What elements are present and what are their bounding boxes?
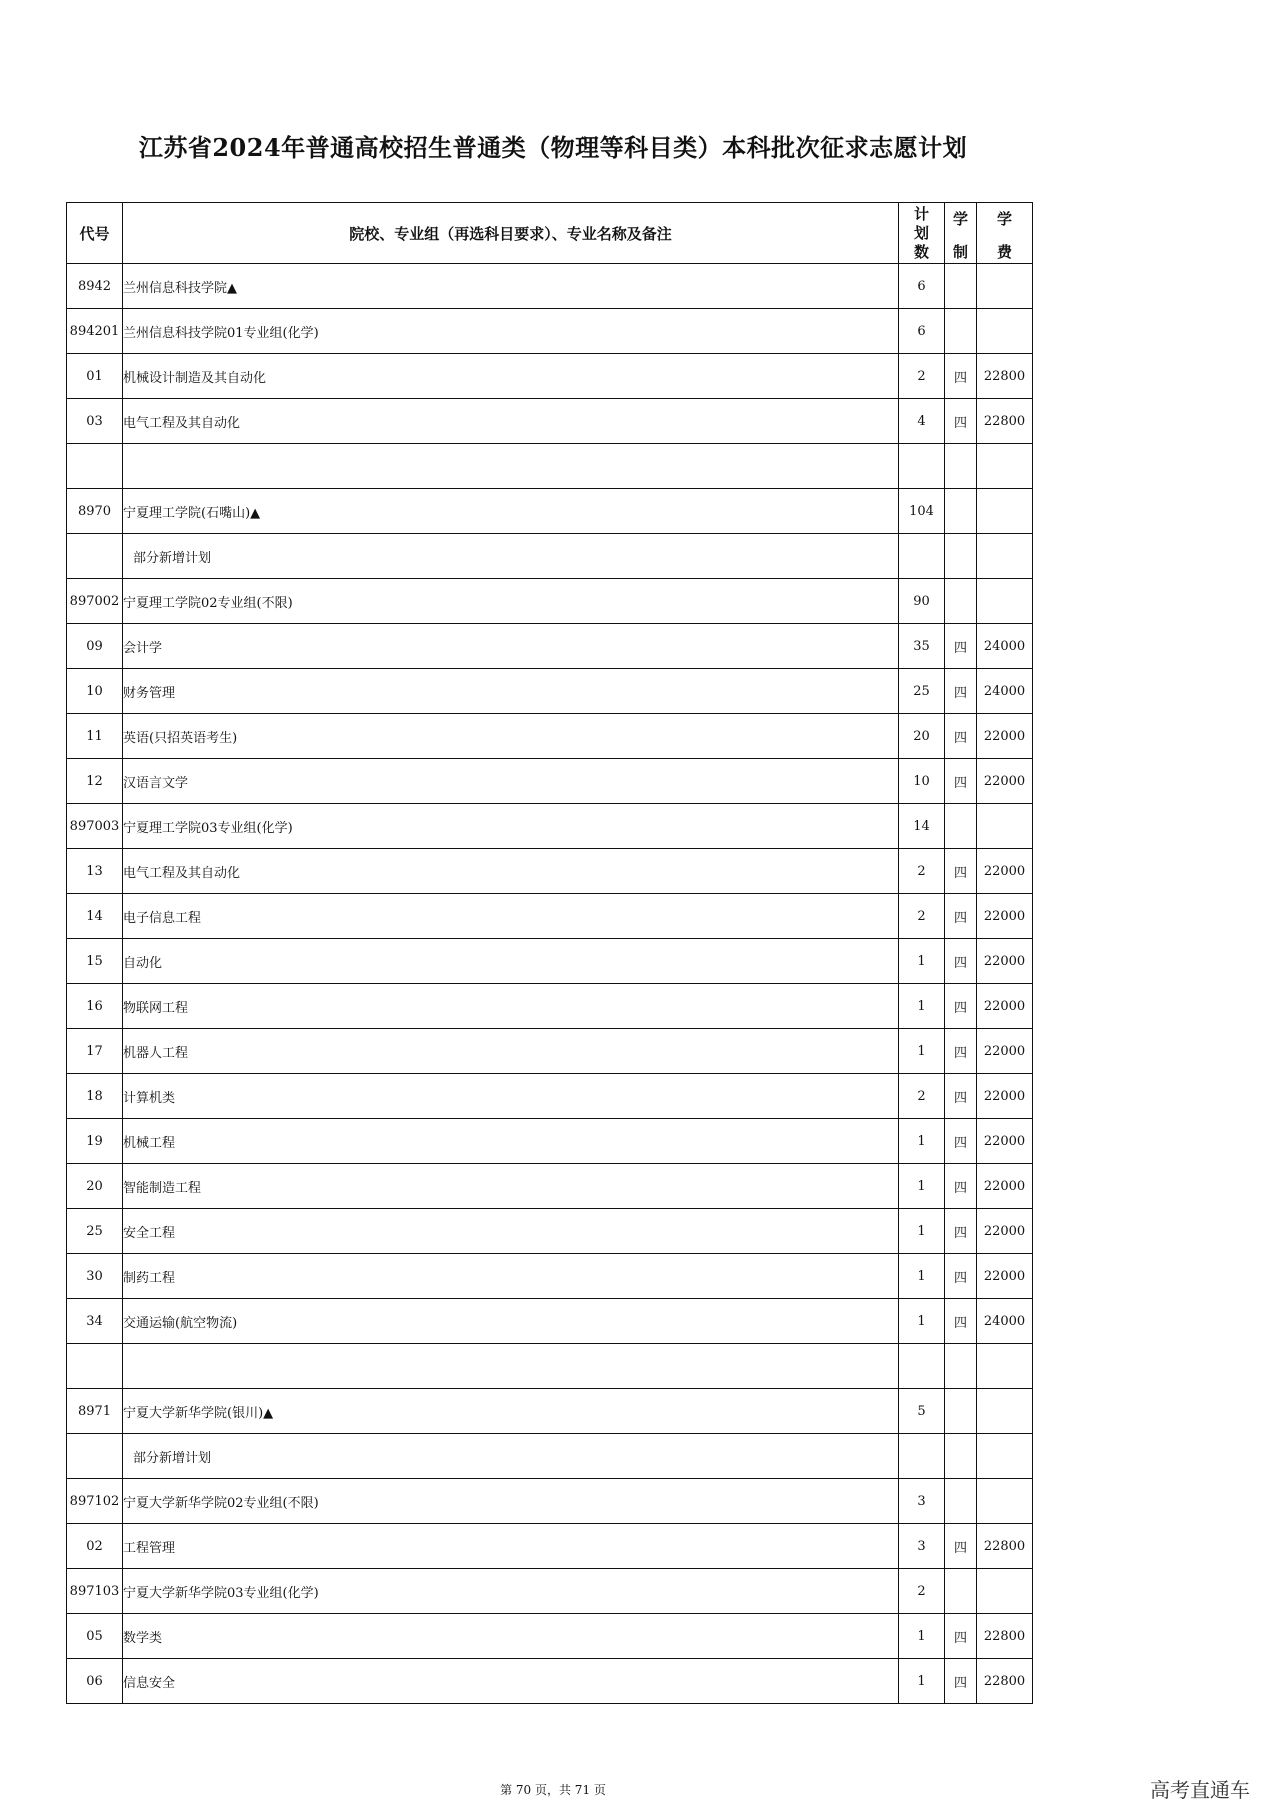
cell-name: 交通运输(航空物流) (123, 1299, 899, 1344)
table-row (67, 1524, 1033, 1569)
table-row (67, 399, 1033, 444)
cell-plan-count: 2 (899, 354, 945, 399)
cell-tuition: 22800 (977, 354, 1033, 399)
table-row (67, 1569, 1033, 1614)
cell-code: 25 (67, 1209, 123, 1254)
cell-tuition: 22000 (977, 1209, 1033, 1254)
cell-name: 宁夏大学新华学院03专业组(化学) (123, 1569, 899, 1614)
cell-study-length: 四 (945, 1254, 977, 1299)
cell-name: 会计学 (123, 624, 899, 669)
cell-study-length (945, 1434, 977, 1479)
table-row (67, 624, 1033, 669)
cell-code: 17 (67, 1029, 123, 1074)
table-row (67, 984, 1033, 1029)
table-row (67, 669, 1033, 714)
table-body (67, 264, 1033, 1704)
cell-tuition: 22000 (977, 939, 1033, 984)
cell-tuition: 22000 (977, 894, 1033, 939)
table-row (67, 579, 1033, 624)
cell-study-length (945, 1344, 977, 1389)
cell-name: 信息安全 (123, 1659, 899, 1704)
cell-code: 13 (67, 849, 123, 894)
table-row (67, 1164, 1033, 1209)
cell-code: 15 (67, 939, 123, 984)
cell-code: 30 (67, 1254, 123, 1299)
table-row (67, 1074, 1033, 1119)
table-row (67, 1029, 1033, 1074)
cell-code: 09 (67, 624, 123, 669)
cell-code: 12 (67, 759, 123, 804)
cell-code: 14 (67, 894, 123, 939)
cell-tuition: 22000 (977, 1029, 1033, 1074)
cell-plan-count (899, 534, 945, 579)
cell-study-length (945, 489, 977, 534)
cell-plan-count: 1 (899, 1659, 945, 1704)
cell-name: 英语(只招英语考生) (123, 714, 899, 759)
cell-tuition (977, 579, 1033, 624)
cell-tuition (977, 1389, 1033, 1434)
cell-name: 财务管理 (123, 669, 899, 714)
enrollment-plan-table (66, 202, 1033, 1704)
cell-plan-count: 2 (899, 1074, 945, 1119)
cell-name: 部分新增计划 (123, 1434, 899, 1479)
cell-code (67, 534, 123, 579)
cell-study-length (945, 264, 977, 309)
cell-study-length: 四 (945, 894, 977, 939)
cell-study-length: 四 (945, 1659, 977, 1704)
cell-tuition: 22800 (977, 399, 1033, 444)
cell-name: 机器人工程 (123, 1029, 899, 1074)
cell-tuition: 24000 (977, 624, 1033, 669)
cell-name: 宁夏理工学院(石嘴山)▲ (123, 489, 899, 534)
cell-study-length: 四 (945, 1299, 977, 1344)
cell-study-length: 四 (945, 714, 977, 759)
cell-name: 自动化 (123, 939, 899, 984)
cell-name: 机械工程 (123, 1119, 899, 1164)
cell-tuition (977, 1569, 1033, 1614)
cell-plan-count: 25 (899, 669, 945, 714)
table-row (67, 714, 1033, 759)
cell-name (123, 444, 899, 489)
table-row (67, 1434, 1033, 1479)
cell-tuition: 24000 (977, 1299, 1033, 1344)
cell-tuition: 22000 (977, 759, 1033, 804)
cell-plan-count (899, 1344, 945, 1389)
cell-tuition: 22000 (977, 1254, 1033, 1299)
cell-study-length: 四 (945, 1074, 977, 1119)
table-row (67, 849, 1033, 894)
table-row (67, 444, 1033, 489)
table-row (67, 264, 1033, 309)
cell-code: 01 (67, 354, 123, 399)
cell-study-length: 四 (945, 624, 977, 669)
cell-tuition: 22800 (977, 1524, 1033, 1569)
cell-plan-count: 1 (899, 1299, 945, 1344)
cell-name: 兰州信息科技学院01专业组(化学) (123, 309, 899, 354)
table-row (67, 489, 1033, 534)
cell-tuition (977, 489, 1033, 534)
table-row (67, 1119, 1033, 1164)
cell-code: 06 (67, 1659, 123, 1704)
cell-plan-count (899, 1434, 945, 1479)
cell-tuition: 22000 (977, 849, 1033, 894)
cell-tuition (977, 534, 1033, 579)
page-footer: 第 70 页，共 71 页 (500, 1783, 606, 1797)
table-row (67, 759, 1033, 804)
cell-study-length: 四 (945, 1119, 977, 1164)
cell-code: 20 (67, 1164, 123, 1209)
cell-plan-count: 1 (899, 1029, 945, 1074)
cell-plan-count: 1 (899, 984, 945, 1029)
cell-study-length: 四 (945, 849, 977, 894)
cell-code (67, 1344, 123, 1389)
cell-name: 汉语言文学 (123, 759, 899, 804)
cell-code: 34 (67, 1299, 123, 1344)
cell-name: 制药工程 (123, 1254, 899, 1299)
cell-name: 部分新增计划 (123, 534, 899, 579)
table-row (67, 1389, 1033, 1434)
cell-tuition: 22000 (977, 714, 1033, 759)
cell-name: 机械设计制造及其自动化 (123, 354, 899, 399)
cell-name: 电气工程及其自动化 (123, 849, 899, 894)
table-row (67, 1344, 1033, 1389)
table-row (67, 309, 1033, 354)
cell-study-length (945, 444, 977, 489)
cell-study-length: 四 (945, 1614, 977, 1659)
table-row (67, 1299, 1033, 1344)
table-row (67, 894, 1033, 939)
cell-plan-count: 1 (899, 1209, 945, 1254)
header-code: 代号 (67, 203, 123, 264)
table-row (67, 1209, 1033, 1254)
cell-plan-count: 20 (899, 714, 945, 759)
watermark: 高考直通车 (1150, 1778, 1250, 1802)
cell-plan-count: 3 (899, 1479, 945, 1524)
cell-name: 安全工程 (123, 1209, 899, 1254)
cell-code: 897102 (67, 1479, 123, 1524)
cell-name: 宁夏理工学院03专业组(化学) (123, 804, 899, 849)
table-row (67, 1479, 1033, 1524)
table-row (67, 804, 1033, 849)
cell-code (67, 1434, 123, 1479)
cell-plan-count: 1 (899, 1614, 945, 1659)
cell-tuition (977, 804, 1033, 849)
cell-code: 16 (67, 984, 123, 1029)
cell-study-length: 四 (945, 354, 977, 399)
cell-plan-count: 1 (899, 1254, 945, 1299)
cell-code: 05 (67, 1614, 123, 1659)
cell-code: 897103 (67, 1569, 123, 1614)
table-row (67, 534, 1033, 579)
cell-code (67, 444, 123, 489)
cell-plan-count: 5 (899, 1389, 945, 1434)
cell-code: 10 (67, 669, 123, 714)
table-row (67, 354, 1033, 399)
cell-plan-count: 104 (899, 489, 945, 534)
cell-code: 19 (67, 1119, 123, 1164)
cell-plan-count: 1 (899, 1119, 945, 1164)
cell-code: 8970 (67, 489, 123, 534)
cell-tuition (977, 1344, 1033, 1389)
cell-study-length: 四 (945, 669, 977, 714)
cell-code: 8942 (67, 264, 123, 309)
header-tuition: 学 费 (977, 203, 1033, 264)
cell-plan-count: 2 (899, 1569, 945, 1614)
cell-plan-count: 90 (899, 579, 945, 624)
cell-code: 8971 (67, 1389, 123, 1434)
cell-study-length: 四 (945, 939, 977, 984)
cell-plan-count: 2 (899, 894, 945, 939)
cell-tuition: 24000 (977, 669, 1033, 714)
cell-plan-count: 14 (899, 804, 945, 849)
cell-study-length (945, 1569, 977, 1614)
cell-name: 电气工程及其自动化 (123, 399, 899, 444)
cell-tuition: 22800 (977, 1614, 1033, 1659)
table-row (67, 1659, 1033, 1704)
cell-code: 897002 (67, 579, 123, 624)
cell-study-length: 四 (945, 759, 977, 804)
cell-name: 智能制造工程 (123, 1164, 899, 1209)
cell-study-length (945, 309, 977, 354)
table-header-row (67, 203, 1033, 264)
cell-plan-count: 35 (899, 624, 945, 669)
cell-tuition (977, 264, 1033, 309)
cell-tuition: 22000 (977, 1119, 1033, 1164)
cell-study-length (945, 1479, 977, 1524)
cell-name (123, 1344, 899, 1389)
cell-study-length: 四 (945, 1209, 977, 1254)
table-row (67, 1254, 1033, 1299)
cell-name: 工程管理 (123, 1524, 899, 1569)
cell-study-length (945, 579, 977, 624)
cell-study-length (945, 804, 977, 849)
cell-study-length: 四 (945, 1524, 977, 1569)
cell-tuition (977, 1434, 1033, 1479)
cell-code: 03 (67, 399, 123, 444)
cell-tuition: 22000 (977, 1164, 1033, 1209)
cell-plan-count: 1 (899, 1164, 945, 1209)
cell-tuition: 22000 (977, 1074, 1033, 1119)
cell-code: 18 (67, 1074, 123, 1119)
table-row (67, 939, 1033, 984)
cell-name: 数学类 (123, 1614, 899, 1659)
header-plan-count: 计 划 数 (899, 203, 945, 264)
cell-study-length: 四 (945, 984, 977, 1029)
cell-study-length (945, 534, 977, 579)
document-title: 江苏省2024年普通高校招生普通类（物理等科目类）本科批次征求志愿计划 (138, 133, 968, 162)
cell-study-length: 四 (945, 399, 977, 444)
cell-study-length: 四 (945, 1164, 977, 1209)
cell-tuition (977, 309, 1033, 354)
cell-plan-count: 6 (899, 264, 945, 309)
cell-name: 电子信息工程 (123, 894, 899, 939)
cell-plan-count (899, 444, 945, 489)
cell-name: 兰州信息科技学院▲ (123, 264, 899, 309)
cell-code: 897003 (67, 804, 123, 849)
cell-code: 11 (67, 714, 123, 759)
cell-name: 宁夏大学新华学院(银川)▲ (123, 1389, 899, 1434)
cell-plan-count: 4 (899, 399, 945, 444)
cell-study-length (945, 1389, 977, 1434)
cell-tuition (977, 1479, 1033, 1524)
cell-code: 894201 (67, 309, 123, 354)
header-study-length: 学 制 (945, 203, 977, 264)
cell-name: 物联网工程 (123, 984, 899, 1029)
cell-plan-count: 1 (899, 939, 945, 984)
table-row (67, 1614, 1033, 1659)
cell-tuition: 22000 (977, 984, 1033, 1029)
cell-plan-count: 10 (899, 759, 945, 804)
header-name: 院校、专业组（再选科目要求）、专业名称及备注 (123, 203, 899, 264)
cell-plan-count: 3 (899, 1524, 945, 1569)
cell-plan-count: 6 (899, 309, 945, 354)
cell-name: 宁夏大学新华学院02专业组(不限) (123, 1479, 899, 1524)
cell-plan-count: 2 (899, 849, 945, 894)
cell-code: 02 (67, 1524, 123, 1569)
cell-name: 宁夏理工学院02专业组(不限) (123, 579, 899, 624)
cell-study-length: 四 (945, 1029, 977, 1074)
cell-tuition: 22800 (977, 1659, 1033, 1704)
cell-name: 计算机类 (123, 1074, 899, 1119)
cell-tuition (977, 444, 1033, 489)
